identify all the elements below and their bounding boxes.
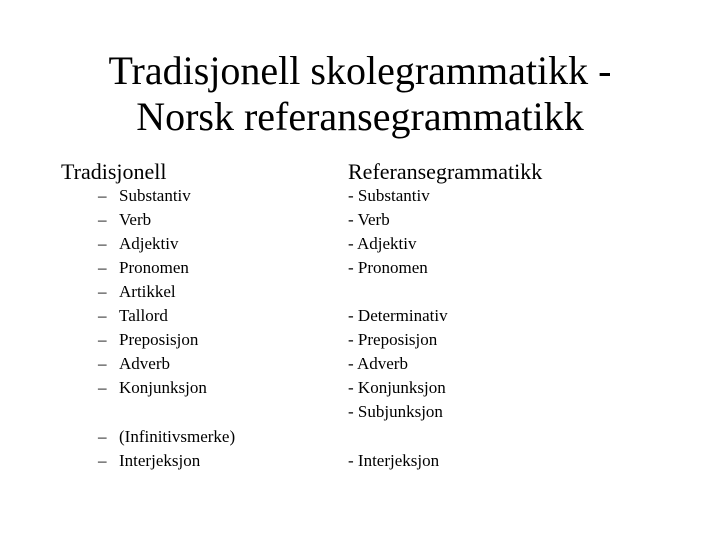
- list-item-text: Verb: [119, 210, 152, 229]
- list-item: [98, 376, 318, 400]
- bullet-dash: –: [98, 258, 107, 277]
- list-item-text: Adjektiv: [119, 234, 179, 253]
- list-item: - Preposisjon: [348, 330, 438, 349]
- list-item: [98, 256, 318, 280]
- list-item-text: Pronomen: [119, 258, 189, 277]
- list-item: - Substantiv: [348, 186, 430, 205]
- list-item-text: Substantiv: [119, 186, 191, 205]
- bullet-dash: –: [98, 210, 107, 229]
- list-item: [98, 328, 318, 352]
- list-item: [98, 352, 318, 376]
- list-item: - Adverb: [348, 354, 408, 373]
- bullet-dash: –: [98, 186, 107, 205]
- title-line-2: Norsk referansegrammatikk: [136, 94, 584, 139]
- list-item-text: Konjunksjon: [119, 378, 207, 397]
- list-item: - Determinativ: [348, 306, 448, 325]
- list-item: [98, 208, 318, 232]
- list-item: [98, 280, 318, 304]
- bullet-dash: –: [98, 378, 107, 397]
- list-item: - Subjunksjon: [348, 402, 443, 421]
- slide-title: [0, 48, 720, 140]
- bullet-dash: –: [98, 451, 107, 470]
- list-item: [98, 184, 318, 208]
- list-item: - Pronomen: [348, 258, 428, 277]
- bullet-dash: –: [98, 427, 107, 446]
- list-item-text: Adverb: [119, 354, 170, 373]
- left-column-heading: Tradisjonell: [61, 159, 167, 184]
- list-item-text: Artikkel: [119, 282, 176, 301]
- bullet-dash: –: [98, 330, 107, 349]
- title-line-1: Tradisjonell skolegrammatikk -: [108, 48, 612, 93]
- list-item: - Interjeksjon: [348, 451, 440, 470]
- list-item: [98, 304, 318, 328]
- bullet-dash: –: [98, 354, 107, 373]
- list-item-text: Tallord: [119, 306, 168, 325]
- list-item-text: Interjeksjon: [119, 451, 201, 470]
- right-column-heading: Referansegrammatikk: [348, 159, 543, 184]
- bullet-dash: –: [98, 234, 107, 253]
- list-item: [98, 425, 318, 449]
- bullet-dash: –: [98, 306, 107, 325]
- list-item: - Verb: [348, 210, 390, 229]
- list-item-text: (Infinitivsmerke): [119, 427, 236, 446]
- list-item: [98, 232, 318, 256]
- list-item: - Adjektiv: [348, 234, 417, 253]
- list-item-text: Preposisjon: [119, 330, 199, 349]
- list-item: - Konjunksjon: [348, 378, 446, 397]
- list-item: [98, 449, 318, 473]
- bullet-dash: –: [98, 282, 107, 301]
